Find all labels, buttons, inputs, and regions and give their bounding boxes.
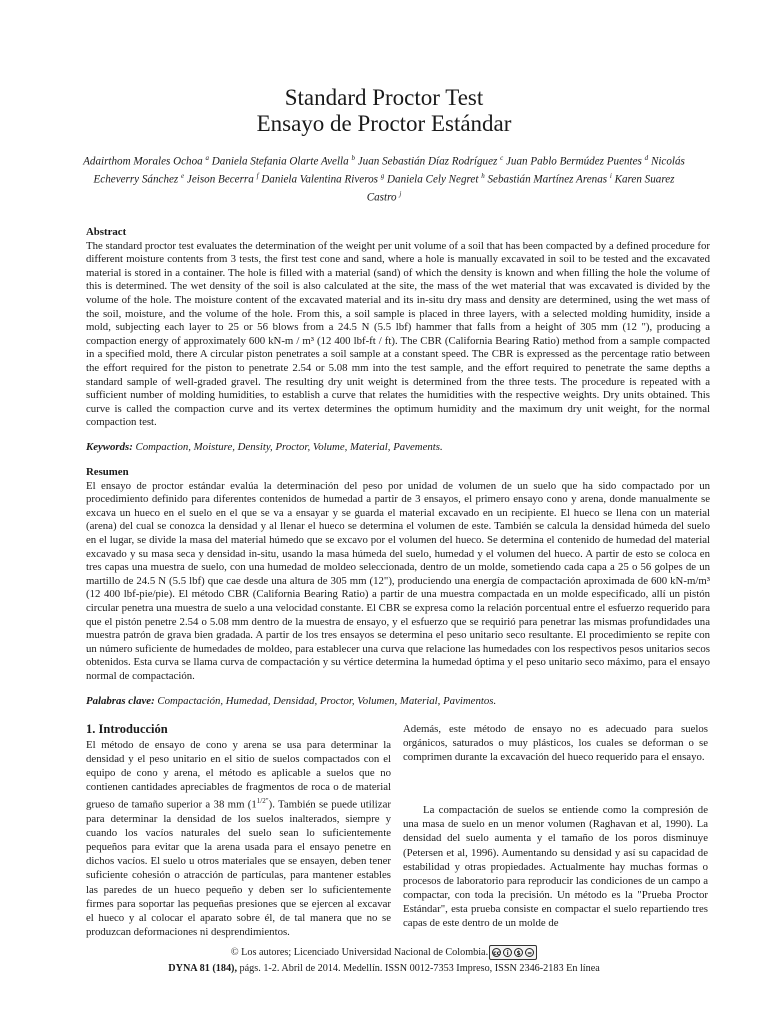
palabras-clave-text: Compactación, Humedad, Densidad, Proctor, Volumen, Material, Pavimentos. bbox=[157, 695, 497, 707]
palabras-clave-colon: : bbox=[151, 695, 155, 707]
author-affiliation-mark: c bbox=[500, 154, 504, 162]
author-name: Daniela Valentina Riveros bbox=[261, 173, 378, 186]
palabras-clave-label bbox=[86, 695, 155, 707]
intro-left-text-b: ). También se puede utilizar para determinar la densidad de los suelos inalterados, siempre y cuando los vacíos naturales del suelo sean lo suficientemente pequeños para evitar que la arena usada para el ensayo penetre en dichos vacíos. El suelo u otros materiales que se ensayen, deben tener suficiente cohesión o atracción de partículas, para mantener estables las paredes de un hueco pequeño y deben ser lo suficientemente firmes para soportar las pequeñas presiones que se ejercen al excavar el hueco y al colocar el aparato sobre él, de tal manera que no se produzcan deformaciones ni desprendimientos. bbox=[86, 798, 391, 938]
author-name: Karen Suarez Castro bbox=[366, 173, 675, 204]
author-affiliation-mark: j bbox=[399, 189, 402, 198]
citation-details: págs. 1-2. Abril de 2014. Medellín. ISSN 0012-7353 Impreso, ISSN 2346-2183 En línea bbox=[237, 963, 600, 974]
author-name: Adairthom Morales Ochoa bbox=[83, 155, 203, 168]
author-affiliation-mark: f bbox=[256, 171, 259, 180]
keywords-line bbox=[86, 441, 710, 455]
author-name: Jeison Becerra bbox=[186, 173, 254, 186]
author-affiliation-mark: d bbox=[644, 154, 649, 162]
resumen-heading: Resumen bbox=[86, 466, 129, 478]
author-name: Daniela Cely Negret bbox=[387, 173, 479, 186]
nd-icon: = bbox=[527, 950, 533, 957]
by-icon: i bbox=[503, 948, 512, 957]
intro-right-paragraph-1: Además, este método de ensayo no es adecuado para suelos orgánicos, saturados o muy plásticos, los cuales se deforman o se comprimen durante la excavación del hueco requerido para el ensayo. bbox=[403, 723, 708, 764]
resumen-section bbox=[86, 466, 710, 684]
author-affiliation-mark: e bbox=[181, 171, 185, 180]
cc-icon: cc bbox=[493, 950, 501, 957]
cc-license-badge[interactable] bbox=[489, 945, 537, 960]
abstract-text: The standard proctor test evaluates the determination of the weight per unit volume of a soil that has been compacted by a defined procedure for different moisture contents from 3 tests, the first test cone and sand, where a hole is manually excavated in soil to be tested and the excavated material is stored in a container. The hole is filled with a material (sand) of which the density is known and when filling the hole the volume of this is determined. The wet density of the soil is also calculated at the site, the mass of the wet material that was excavated is divided by the volume of the hole. The moisture content of the excavated material and its in-situ dry mass and density are determined, using the wet mass of the soil, moisture, and the volume of the hole. From this, a soil sample is placed in three layers, with a selected molding humidity, inside a mold, subjecting each layer to 25 or 56 blows from a 24.5 N (5.5 lbf) hammer that falls from a height of 305 mm (12 "), producing a compaction energy of approximately 600 kN-m / m³ (12 400 lbf-ft / ft). The CBR (California Bearing Ratio) method from a sample compacted in a specified mold, there A circular piston penetrates a soil sample at a constant speed. The CBR is expressed as the percentage ratio between the effort required for the piston to penetrate 2.54 or 5.08 mm into the test sample, and the effort required to penetrate the same depths a standard sample of well-graded gravel. The resulting dry unit weight is determined from the three tests. The procedure is repeated with a sufficient number of molding humidities, to establish a curve that relates the humidities with the respective weights. Dry units obtained. This curve is called the compaction curve and its vertex determines the optimum humidity and the maximum dry unit weight, for the normal compaction test. bbox=[86, 239, 710, 429]
author-affiliation-mark: h bbox=[481, 171, 485, 180]
author-name: Juan Sebastián Díaz Rodríguez bbox=[357, 155, 498, 168]
intro-left-text-a: El método de ensayo de cono y arena se usa para determinar la densidad y el peso unitario en el sitio de suelos compactados con el equipo de cono y arena, el método es aplicable a suelos que no contienen cantidades apreciables de fragmentos de roca o de material grueso de tamaño superior a 38 mm (1 bbox=[86, 739, 391, 811]
palabras-clave-label-text: Palabras clave bbox=[86, 695, 152, 707]
citation-line bbox=[0, 962, 768, 975]
license-text: © Los autores; Licenciado Universidad Nacional de Colombia. bbox=[230, 946, 489, 958]
author-name: Daniela Stefania Olarte Avella bbox=[211, 155, 349, 168]
intro-left-paragraph bbox=[86, 738, 391, 939]
nc-icon: $ bbox=[514, 948, 523, 957]
intro-heading: 1. Introducción bbox=[86, 722, 168, 736]
author-name: Sebastián Martínez Arenas bbox=[487, 173, 608, 186]
keywords-label: Keywords: bbox=[86, 441, 133, 453]
intro-left-column bbox=[86, 722, 391, 939]
intro-right-paragraph-2: La compactación de suelos se entiende como la compresión de una masa de suelo en un menor volumen (Raghavan et al, 1990). La densidad del suelo aumenta y el tamaño de los poros disminuye (Petersen et al, 1996). Aumentando su densidad y así su capacidad de estabilidad y otras propiedades. Actualmente hay muchas formas o procesos de laboratorio para reproducir las condiciones de un campo a compactar, con toda la precisión. Un método es la "Prueba Proctor Estándar", esta prueba consiste en compactar el suelo repartiendo tres capas de este dentro de un molde de bbox=[403, 804, 708, 930]
author-list bbox=[80, 151, 688, 205]
author-affiliation-mark: i bbox=[609, 171, 612, 180]
abstract-section bbox=[86, 226, 710, 430]
journal-citation: DYNA 81 (184), bbox=[168, 963, 237, 974]
intro-right-column bbox=[403, 722, 708, 930]
author-affiliation-mark: a bbox=[205, 154, 209, 162]
palabras-clave-line bbox=[86, 695, 710, 709]
title-spanish: Ensayo de Proctor Estándar bbox=[256, 111, 512, 136]
author-affiliation-mark: b bbox=[351, 154, 355, 162]
keywords-text: Compaction, Moisture, Density, Proctor, Volume, Material, Pavements. bbox=[135, 441, 443, 453]
author-affiliation-mark: g bbox=[380, 171, 385, 180]
resumen-text: El ensayo de proctor estándar evalúa la determinación del peso por unidad de volumen de un suelo que ha sido compactado por un procedimiento definido para diferentes contenidos de humedad a partir de 3 ensayos, el primero ensayo cono y arena, donde manualmente se excava un hueco en el suelo en el que se va a ensayar y se guarda el material excavado en un recipiente. El hueco se llena con un material (arena) del cual se conozca la densidad y al llenar el hueco se determina el volumen de este. También se calcula la densidad húmeda del suelo en el lugar, se divide la masa del material húmedo que se excavo por el volumen del hueco. Se determina el contenido de humedad del material excavado y su masa seca y densidad in-situ, usando la masa húmeda del suelo, humedad y el volumen del hueco. A partir de esto se coloca en tres capas una muestra de suelo, con una humedad de moldeo seleccionada, dentro de un molde, sometiendo cada capa a 25 o 56 golpes de un martillo de 24.5 N (5.5 lbf) que cae desde una altura de 305 mm (12"), produciendo una energía de compactación aproximada de 600 kN-m/m³ (12 400 lbf-pie/pie). El método CBR (California Bearing Ratio) a partir de una muestra compactada en un molde especificado, allí un pistón circular penetra una muestra de suelo a una velocidad constante. El CBR se expresa como la relación porcentual entre el esfuerzo requerido para que el pistón penetre 2.54 o 5.08 mm dentro de la muestra de ensayo, y el esfuerzo que se requirió para penetrar las mismas profundidades una muestra patrón de grava bien gradada. A partir de los tres ensayos se determina el peso unitario seco resultante. El procedimiento se repite con un número suficiente de humedades de moldeo, para establecer una curva que relacione las humedades con los respectivos pesos unitarios secos obtenidos. Esta curva se llama curva de compactación y su vértice determina la humedad óptima y el peso unitario seco máximo, para el ensayo normal de compactación. bbox=[86, 479, 710, 682]
abstract-heading: Abstract bbox=[86, 226, 127, 238]
title-english: Standard Proctor Test bbox=[284, 85, 484, 110]
author-name: Juan Pablo Bermúdez Puentes bbox=[506, 155, 642, 168]
intro-left-superscript: 1/2" bbox=[256, 797, 269, 806]
license-line bbox=[0, 945, 768, 960]
author-name: Nicolás Echeverry Sánchez bbox=[93, 155, 685, 186]
